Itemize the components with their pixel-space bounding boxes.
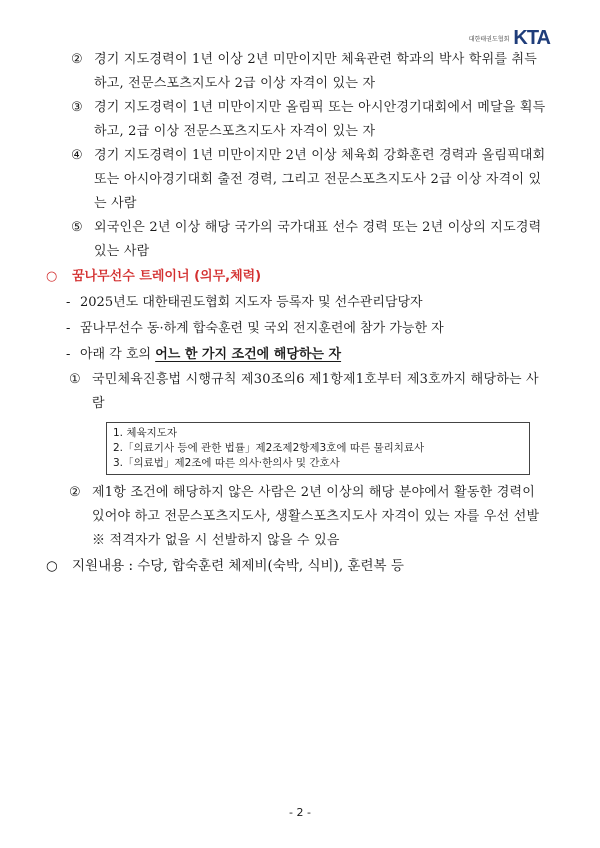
- requirement-line: [48, 290, 546, 316]
- document-body: [46, 48, 546, 579]
- box-line: 3.「의료법」제2조에 따른 의사·한의사 및 간호사: [113, 457, 340, 469]
- circle-marker: ○: [46, 558, 58, 574]
- box-line: 2.「의료기사 등에 관한 법률」제2조제2항제3호에 따른 물리치료사: [113, 442, 425, 454]
- coach-item: [66, 144, 546, 216]
- item-number: ③: [71, 100, 83, 115]
- circle-marker: ○: [46, 269, 58, 284]
- item-number: ①: [69, 372, 81, 387]
- item-text: 경기 지도경력이 1년 미만이지만 올림픽 또는 아시안경기대회에서 메달을 획득하고, 2급 이상 전문스포츠지도사 자격이 있는 자: [94, 100, 546, 139]
- trainer-item: [64, 368, 546, 416]
- qualification-box: [106, 422, 530, 475]
- page-number: - 2 -: [289, 806, 311, 819]
- logo-text: KTA: [513, 27, 550, 49]
- section-title: 꿈나무선수 트레이너 (의무,체력): [72, 269, 262, 284]
- requirement-line: [48, 316, 546, 342]
- condition-prefix: 아래 각 호의: [80, 347, 156, 362]
- item-text: 제1항 조건에 해당하지 않은 사람은 2년 이상의 해당 분야에서 활동한 경력이 있어야 하고 전문스포츠지도사, 생활스포츠지도사 자격이 있는 자를 우선 선발 ※ 적격자가 없을 시 선발하지 않을 수 있음: [92, 485, 540, 548]
- item-number: ⑤: [71, 220, 83, 235]
- requirement-text: 2025년도 대한태권도협회 지도자 등록자 및 선수관리담당자: [80, 295, 423, 310]
- dash-marker: -: [66, 321, 71, 336]
- item-text: 국민체육진흥법 시행규칙 제30조의6 제1항제1호부터 제3호까지 해당하는 사람: [92, 372, 539, 411]
- support-text: 지원내용 : 수당, 합숙훈련 체제비(숙박, 식비), 훈련복 등: [72, 558, 404, 574]
- support-line: [44, 553, 546, 579]
- item-text: 외국인은 2년 이상 해당 국가의 국가대표 선수 경력 또는 2년 이상의 지도경력 있는 사람: [94, 220, 542, 259]
- item-number: ②: [71, 52, 83, 67]
- trainer-item: [64, 481, 546, 553]
- coach-item: [66, 96, 546, 144]
- item-number: ②: [69, 485, 81, 500]
- coach-item: [66, 48, 546, 96]
- dash-marker: -: [66, 295, 71, 310]
- requirement-text: 꿈나무선수 동·하계 합숙훈련 및 국외 전지훈련에 참가 가능한 자: [80, 321, 444, 336]
- item-number: ④: [71, 148, 83, 163]
- box-line: 1. 체육지도자: [113, 427, 178, 439]
- trainer-section-heading: [44, 264, 546, 290]
- item-text: 경기 지도경력이 1년 미만이지만 2년 이상 체육회 강화훈련 경력과 올림픽대회 또는 아시아경기대회 출전 경력, 그리고 전문스포츠지도사 2급 이상 자격이 있는 사람: [94, 148, 546, 211]
- org-name: 대한태권도협회: [468, 35, 510, 43]
- dash-marker: -: [66, 347, 71, 362]
- kta-logo: [513, 28, 550, 48]
- condition-highlight: 어느 한 가지 조건에 해당하는 자: [155, 347, 342, 362]
- requirement-line: [48, 342, 546, 368]
- item-text: 경기 지도경력이 1년 이상 2년 미만이지만 체육관련 학과의 박사 학위를 취득하고, 전문스포츠지도사 2급 이상 자격이 있는 자: [94, 52, 538, 91]
- coach-item: [66, 216, 546, 264]
- header-logo: [469, 28, 550, 48]
